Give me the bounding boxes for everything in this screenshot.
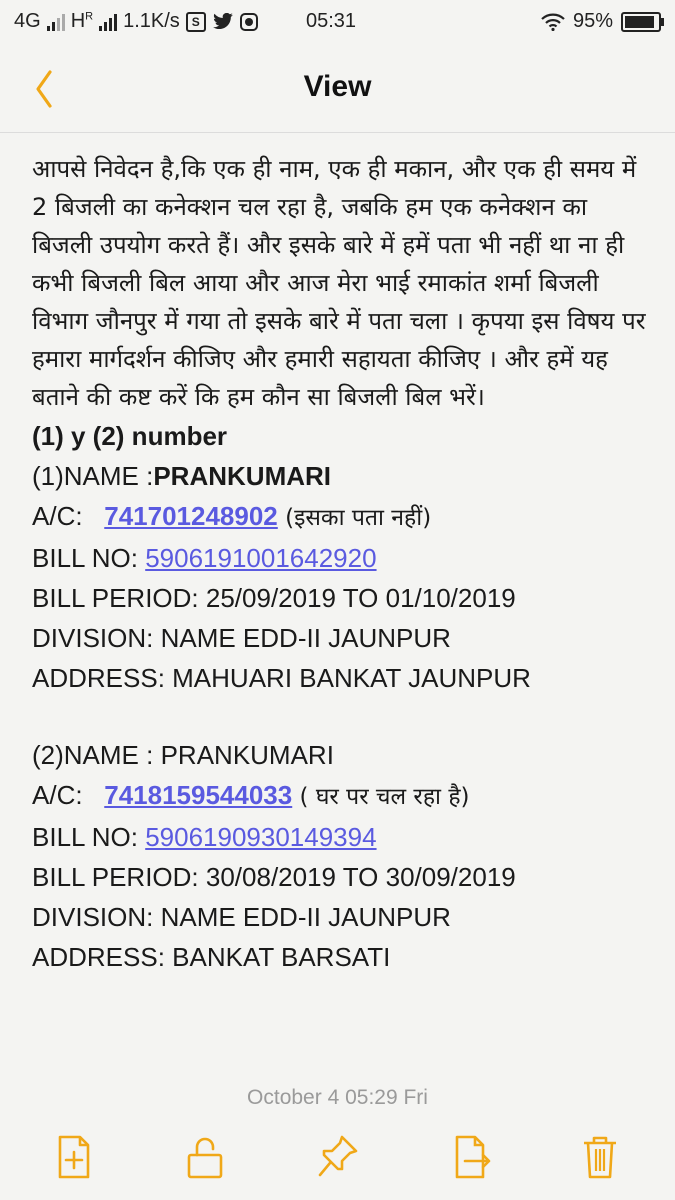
battery-percent: 95% <box>572 10 613 32</box>
network-h-label: $H^R$ <box>70 10 94 32</box>
clock: 05:31 <box>306 10 357 32</box>
bill-number-link[interactable]: 5906191001642920 <box>145 543 377 573</box>
account-number-link[interactable]: 7418159544033 <box>104 780 293 810</box>
account-name: (2)NAME : PRANKUMARI <box>32 740 334 770</box>
bill-number: BILL NO: 5906190930149394 <box>32 822 377 852</box>
address: ADDRESS: MAHUARI BANKAT JAUNPUR <box>32 663 531 693</box>
share-icon[interactable] <box>449 1133 493 1181</box>
signal-icon <box>99 13 117 31</box>
s-app-icon: S <box>186 12 206 32</box>
page-title: View <box>303 70 372 103</box>
division: DIVISION: NAME EDD-II JAUNPUR <box>32 902 451 932</box>
twitter-icon <box>212 13 234 31</box>
account-name: (1)NAME :PRANKUMARI <box>32 461 332 491</box>
account-number-link[interactable]: 741701248902 <box>104 501 278 531</box>
app-icon <box>240 13 258 31</box>
address: ADDRESS: BANKAT BARSATI <box>32 942 391 972</box>
bottom-toolbar <box>0 1125 675 1195</box>
wifi-icon <box>541 13 565 31</box>
battery-icon <box>621 12 661 32</box>
division: DIVISION: NAME EDD-II JAUNPUR <box>32 623 451 653</box>
delete-icon[interactable] <box>578 1133 622 1181</box>
account-block <box>32 735 652 977</box>
bill-period: BILL PERIOD: 30/08/2019 TO 30/09/2019 <box>32 862 516 892</box>
add-note-icon[interactable] <box>52 1133 96 1181</box>
note-content[interactable] <box>32 150 652 977</box>
account-number: A/C: 7418159544033 ( घर पर चल रहा है) <box>32 780 470 810</box>
network-4g-label: 4G <box>14 10 41 32</box>
note-timestamp: October 4 05:29 Fri <box>247 1086 428 1109</box>
bill-period: BILL PERIOD: 25/09/2019 TO 01/10/2019 <box>32 583 516 613</box>
bill-number-link[interactable]: 5906190930149394 <box>145 822 377 852</box>
status-bar <box>0 0 675 44</box>
unlock-icon[interactable] <box>183 1133 227 1181</box>
note-subtitle: (1) y (2) number <box>32 421 228 451</box>
network-speed: 1.1K/s <box>123 10 180 32</box>
signal-icon <box>47 13 65 31</box>
header <box>0 44 675 133</box>
pin-icon[interactable] <box>316 1133 360 1181</box>
account-block <box>32 456 652 698</box>
account-number: A/C: 741701248902 (इसका पता नहीं) <box>32 501 432 531</box>
note-paragraph: आपसे निवेदन है,कि एक ही नाम, एक ही मकान, और एक ही समय में 2 बिजली का कनेक्शन चल रहा है, जबकि हम एक कनेक्शन का बिजली उपयोग करते हैं। और इसके बारे में हमें पता भी नहीं था ना ही कभी बिजली बिल आया और आज मेरा भाई रमाकांत शर्मा बिजली विभाग जौनपुर में गया तो इसके बारे में पता चला । कृपया इस विषय पर हमारा मार्गदर्शन कीजिए और हमारी सहायता कीजिए । और हमें यह बताने की कष्ट करें कि हम कौन सा बिजली बिल भरें। <box>32 155 646 411</box>
bill-number: BILL NO: 5906191001642920 <box>32 543 377 573</box>
